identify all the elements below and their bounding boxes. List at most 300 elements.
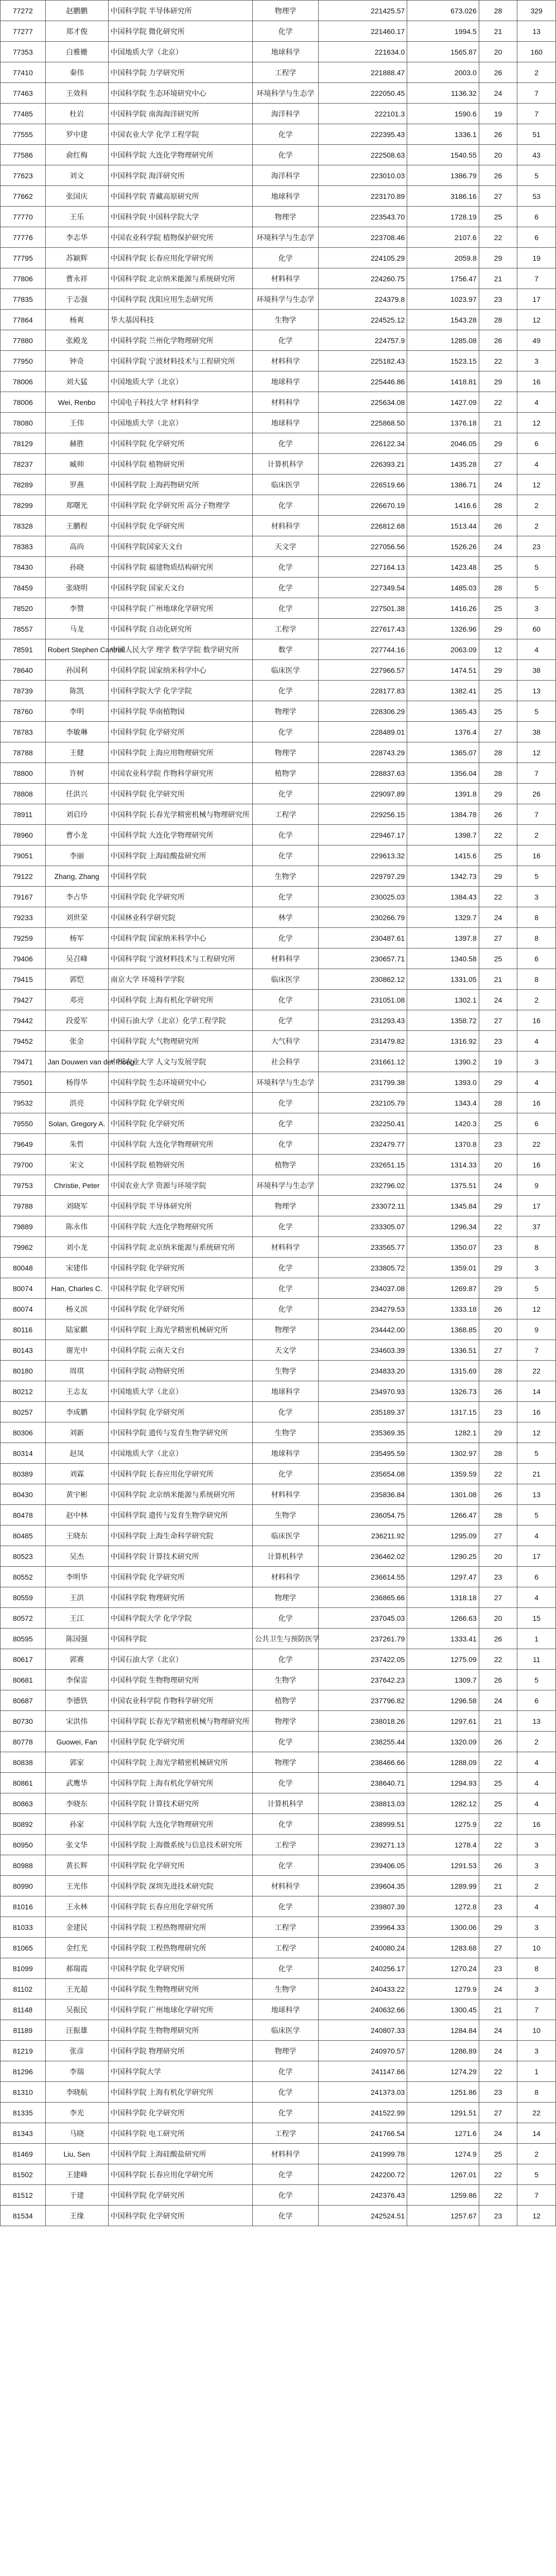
citations-cell: 1427.09 (407, 392, 479, 413)
name-cell: 吴召峰 (45, 948, 108, 969)
table-row (1, 2061, 556, 2082)
hindex-cell: 1 (517, 2061, 556, 2082)
count-cell: 27 (479, 722, 517, 742)
count-cell: 20 (479, 1608, 517, 1629)
score-cell: 230862.12 (319, 969, 407, 990)
table-row (1, 1237, 556, 1258)
score-cell: 227966.57 (319, 660, 407, 681)
count-cell: 23 (479, 1958, 517, 1979)
citations-cell: 1329.7 (407, 907, 479, 928)
count-cell: 24 (479, 2123, 517, 2144)
citations-cell: 1994.5 (407, 21, 479, 42)
count-cell: 24 (479, 474, 517, 495)
hindex-cell: 22 (517, 1134, 556, 1155)
citations-cell: 1359.59 (407, 1464, 479, 1484)
hindex-cell: 3 (517, 887, 556, 907)
rank-cell: 80863 (1, 1793, 46, 1814)
name-cell: 杜岩 (45, 104, 108, 124)
count-cell: 22 (479, 825, 517, 845)
citations-cell: 1342.73 (407, 866, 479, 887)
citations-cell: 1340.58 (407, 948, 479, 969)
institution-cell: 中国科学院 上海有机化学研究所 (108, 1773, 252, 1793)
institution-cell: 中国科学院 长春光学精密机械与物理研究所 (108, 804, 252, 825)
institution-cell: 中国科学院 化学研究所 (108, 1278, 252, 1299)
score-cell: 232651.15 (319, 1155, 407, 1175)
citations-cell: 2003.0 (407, 62, 479, 83)
field-cell: 地球科学 (252, 1381, 319, 1402)
name-cell: 李德铁 (45, 1690, 108, 1711)
count-cell: 29 (479, 1196, 517, 1216)
score-cell: 232105.79 (319, 1093, 407, 1113)
institution-cell: 中国科学院 上海硅酸盐研究所 (108, 845, 252, 866)
name-cell: 任洪兴 (45, 784, 108, 804)
table-row (1, 42, 556, 62)
table-row (1, 722, 556, 742)
institution-cell: 中国林业科学研究院 (108, 907, 252, 928)
rank-cell: 77586 (1, 145, 46, 165)
hindex-cell: 16 (517, 845, 556, 866)
score-cell: 231051.08 (319, 990, 407, 1010)
name-cell: 李志华 (45, 227, 108, 248)
field-cell: 天文学 (252, 536, 319, 557)
citations-cell: 1397.8 (407, 928, 479, 948)
name-cell: 汪振雄 (45, 2020, 108, 2041)
rank-cell: 77662 (1, 186, 46, 207)
hindex-cell: 4 (517, 1072, 556, 1093)
citations-cell: 1393.0 (407, 1072, 479, 1093)
score-cell: 222395.43 (319, 124, 407, 145)
table-row (1, 1546, 556, 1567)
citations-cell: 1418.81 (407, 371, 479, 392)
table-row (1, 1258, 556, 1278)
score-cell: 240632.66 (319, 1999, 407, 2020)
hindex-cell: 8 (517, 907, 556, 928)
field-cell: 临床医学 (252, 969, 319, 990)
name-cell: 刘大猛 (45, 371, 108, 392)
score-cell: 237261.79 (319, 1629, 407, 1649)
score-cell: 242376.43 (319, 2185, 407, 2206)
field-cell: 环境科学与生态学 (252, 289, 319, 310)
institution-cell: 中国科学院 半导体研究所 (108, 1196, 252, 1216)
hindex-cell: 6 (517, 1113, 556, 1134)
hindex-cell: 4 (517, 1793, 556, 1814)
name-cell: 金红光 (45, 1938, 108, 1958)
rank-cell: 79051 (1, 845, 46, 866)
citations-cell: 1416.6 (407, 495, 479, 516)
count-cell: 26 (479, 330, 517, 351)
rank-cell: 80389 (1, 1464, 46, 1484)
citations-cell: 2063.09 (407, 639, 479, 660)
name-cell: 刘启玲 (45, 804, 108, 825)
field-cell: 化学 (252, 248, 319, 268)
count-cell: 22 (479, 887, 517, 907)
rank-cell: 79889 (1, 1216, 46, 1237)
institution-cell: 中国科学院 化学研究所 (108, 1113, 252, 1134)
hindex-cell: 38 (517, 660, 556, 681)
name-cell: 王晓东 (45, 1526, 108, 1546)
rank-cell: 77485 (1, 104, 46, 124)
table-row (1, 392, 556, 413)
table-row (1, 1896, 556, 1917)
field-cell: 生物学 (252, 1979, 319, 1999)
rank-cell: 81512 (1, 2185, 46, 2206)
field-cell: 化学 (252, 990, 319, 1010)
name-cell: 李瑞 (45, 2061, 108, 2082)
count-cell: 22 (479, 2164, 517, 2185)
score-cell: 234442.00 (319, 1319, 407, 1340)
score-cell: 234279.53 (319, 1299, 407, 1319)
citations-cell: 1358.72 (407, 1010, 479, 1031)
rank-cell: 77770 (1, 207, 46, 227)
table-row (1, 330, 556, 351)
count-cell: 27 (479, 454, 517, 474)
hindex-cell: 4 (517, 392, 556, 413)
field-cell: 计算机科学 (252, 1793, 319, 1814)
name-cell: 李赞 (45, 598, 108, 619)
institution-cell: 中国科学院 青藏高原研究所 (108, 186, 252, 207)
score-cell: 232796.02 (319, 1175, 407, 1196)
institution-cell: 中国石油大学（北京）化学工程学院 (108, 1010, 252, 1031)
table-row (1, 2041, 556, 2061)
score-cell: 227744.16 (319, 639, 407, 660)
count-cell: 24 (479, 536, 517, 557)
name-cell: Robert Stephen Cantrell (45, 639, 108, 660)
hindex-cell: 3 (517, 598, 556, 619)
citations-cell: 1297.47 (407, 1567, 479, 1587)
table-row (1, 186, 556, 207)
name-cell: 于志强 (45, 289, 108, 310)
institution-cell: 中国科学院 上海微系统与信息技术研究所 (108, 1835, 252, 1855)
count-cell: 22 (479, 2185, 517, 2206)
table-row (1, 1649, 556, 1670)
count-cell: 21 (479, 268, 517, 289)
count-cell: 22 (479, 1752, 517, 1773)
score-cell: 242524.51 (319, 2206, 407, 2226)
score-cell: 229467.17 (319, 825, 407, 845)
name-cell: 于建 (45, 2185, 108, 2206)
field-cell: 物理学 (252, 1196, 319, 1216)
rank-cell: 78640 (1, 660, 46, 681)
rank-cell: 78800 (1, 763, 46, 784)
citations-cell: 1376.4 (407, 722, 479, 742)
table-row (1, 145, 556, 165)
hindex-cell: 6 (517, 433, 556, 454)
name-cell: 武鹰华 (45, 1773, 108, 1793)
hindex-cell: 49 (517, 330, 556, 351)
hindex-cell: 5 (517, 1670, 556, 1690)
citations-cell: 1368.85 (407, 1319, 479, 1340)
rank-cell: 77272 (1, 1, 46, 21)
table-row (1, 1134, 556, 1155)
field-cell: 化学 (252, 722, 319, 742)
table-row (1, 1484, 556, 1505)
count-cell: 28 (479, 1443, 517, 1464)
rank-cell: 80861 (1, 1773, 46, 1793)
hindex-cell: 8 (517, 1237, 556, 1258)
citations-cell: 1359.01 (407, 1258, 479, 1278)
table-row (1, 845, 556, 866)
institution-cell: 中国科学院 大连化学物理研究所 (108, 825, 252, 845)
rank-cell: 80116 (1, 1319, 46, 1340)
rank-cell: 81296 (1, 2061, 46, 2082)
citations-cell: 1415.6 (407, 845, 479, 866)
citations-cell: 1289.99 (407, 1876, 479, 1896)
institution-cell: 中国科学院 化学研究所 (108, 2185, 252, 2206)
hindex-cell: 9 (517, 1319, 556, 1340)
count-cell: 12 (479, 639, 517, 660)
score-cell: 224525.12 (319, 310, 407, 330)
hindex-cell: 26 (517, 784, 556, 804)
count-cell: 26 (479, 1855, 517, 1876)
table-row (1, 1422, 556, 1443)
citations-cell: 1320.09 (407, 1732, 479, 1752)
institution-cell: 中国科学院 云南天文台 (108, 1340, 252, 1361)
citations-cell: 1356.04 (407, 763, 479, 784)
citations-cell: 1284.84 (407, 2020, 479, 2041)
name-cell: 宋洪伟 (45, 1711, 108, 1732)
hindex-cell: 60 (517, 619, 556, 639)
score-cell: 227349.54 (319, 578, 407, 598)
table-row (1, 763, 556, 784)
field-cell: 材料科学 (252, 392, 319, 413)
count-cell: 26 (479, 1629, 517, 1649)
name-cell: 李成鹏 (45, 1402, 108, 1422)
count-cell: 28 (479, 1505, 517, 1526)
rank-cell: 79788 (1, 1196, 46, 1216)
institution-cell: 中国科学院 化学研究所 (108, 1258, 252, 1278)
score-cell: 228177.83 (319, 681, 407, 701)
hindex-cell: 5 (517, 866, 556, 887)
score-cell: 231799.38 (319, 1072, 407, 1093)
table-row (1, 907, 556, 928)
table-row (1, 1216, 556, 1237)
name-cell: 李敏琳 (45, 722, 108, 742)
institution-cell: 中国科学院 化学研究所 (108, 784, 252, 804)
institution-cell: 中国人民大学 理学 数学学院 数学研究所 (108, 639, 252, 660)
field-cell: 社会科学 (252, 1052, 319, 1072)
count-cell: 24 (479, 990, 517, 1010)
field-cell: 化学 (252, 1113, 319, 1134)
score-cell: 242200.72 (319, 2164, 407, 2185)
field-cell: 化学 (252, 1732, 319, 1752)
name-cell: 王光伟 (45, 1876, 108, 1896)
institution-cell: 中国科学院 生态环境研究中心 (108, 1072, 252, 1093)
citations-cell: 1318.18 (407, 1587, 479, 1608)
citations-cell: 2107.6 (407, 227, 479, 248)
name-cell: 杨得华 (45, 1072, 108, 1093)
institution-cell: 中国科学院 (108, 1629, 252, 1649)
field-cell: 临床医学 (252, 1526, 319, 1546)
institution-cell: 中国科学院 遗传与发育生物学研究所 (108, 1505, 252, 1526)
name-cell: 赫胜 (45, 433, 108, 454)
count-cell: 19 (479, 1052, 517, 1072)
rank-cell: 79415 (1, 969, 46, 990)
count-cell: 25 (479, 845, 517, 866)
field-cell: 物理学 (252, 1752, 319, 1773)
rank-cell: 78459 (1, 578, 46, 598)
hindex-cell: 37 (517, 1216, 556, 1237)
hindex-cell: 17 (517, 289, 556, 310)
rank-cell: 80988 (1, 1855, 46, 1876)
citations-cell: 1271.6 (407, 2123, 479, 2144)
count-cell: 22 (479, 227, 517, 248)
citations-cell: 1296.58 (407, 1690, 479, 1711)
hindex-cell: 4 (517, 1773, 556, 1793)
table-row (1, 1052, 556, 1072)
rank-cell: 80950 (1, 1835, 46, 1855)
field-cell: 化学 (252, 928, 319, 948)
citations-cell: 1523.15 (407, 351, 479, 371)
rank-cell: 81469 (1, 2144, 46, 2164)
score-cell: 223708.46 (319, 227, 407, 248)
field-cell: 物理学 (252, 1, 319, 21)
count-cell: 29 (479, 1072, 517, 1093)
table-row (1, 1196, 556, 1216)
field-cell: 化学 (252, 1134, 319, 1155)
rank-cell: 78808 (1, 784, 46, 804)
name-cell: 周琪 (45, 1361, 108, 1381)
citations-cell: 1336.1 (407, 124, 479, 145)
count-cell: 20 (479, 1319, 517, 1340)
hindex-cell: 16 (517, 1155, 556, 1175)
count-cell: 24 (479, 2020, 517, 2041)
score-cell: 225182.43 (319, 351, 407, 371)
citations-cell: 1435.28 (407, 454, 479, 474)
count-cell: 26 (479, 804, 517, 825)
count-cell: 29 (479, 433, 517, 454)
institution-cell: 中国科学院 化学研究所 (108, 722, 252, 742)
field-cell: 材料科学 (252, 1484, 319, 1505)
hindex-cell: 4 (517, 1526, 556, 1546)
count-cell: 22 (479, 1649, 517, 1670)
count-cell: 29 (479, 1422, 517, 1443)
name-cell: Christie, Peter (45, 1175, 108, 1196)
count-cell: 22 (479, 1216, 517, 1237)
field-cell: 大气科学 (252, 1031, 319, 1052)
citations-cell: 1302.1 (407, 990, 479, 1010)
field-cell: 化学 (252, 845, 319, 866)
name-cell: 王永林 (45, 1896, 108, 1917)
count-cell: 22 (479, 351, 517, 371)
hindex-cell: 17 (517, 1196, 556, 1216)
citations-cell: 1420.3 (407, 1113, 479, 1134)
name-cell: 俞红梅 (45, 145, 108, 165)
name-cell: 李晓航 (45, 2082, 108, 2103)
name-cell: 曹永祥 (45, 268, 108, 289)
count-cell: 27 (479, 1587, 517, 1608)
rank-cell: 80306 (1, 1422, 46, 1443)
count-cell: 24 (479, 83, 517, 104)
rank-cell: 78080 (1, 413, 46, 433)
field-cell: 物理学 (252, 1587, 319, 1608)
table-row (1, 681, 556, 701)
citations-cell: 1282.1 (407, 1422, 479, 1443)
name-cell: 郭赛 (45, 1649, 108, 1670)
rank-cell: 80314 (1, 1443, 46, 1464)
citations-cell: 1309.7 (407, 1670, 479, 1690)
count-cell: 29 (479, 660, 517, 681)
institution-cell: 中国科学院 化学研究所 (108, 887, 252, 907)
count-cell: 27 (479, 186, 517, 207)
field-cell: 生物学 (252, 1670, 319, 1690)
citations-cell: 1285.08 (407, 330, 479, 351)
table-row (1, 207, 556, 227)
count-cell: 27 (479, 1340, 517, 1361)
score-cell: 229613.32 (319, 845, 407, 866)
hindex-cell: 11 (517, 1649, 556, 1670)
institution-cell: 中国科学院 上海应用物理研究所 (108, 742, 252, 763)
rank-cell: 79442 (1, 1010, 46, 1031)
institution-cell: 中国科学院大学 化学学院 (108, 681, 252, 701)
score-cell: 234970.93 (319, 1381, 407, 1402)
name-cell: 谢光中 (45, 1340, 108, 1361)
field-cell: 物理学 (252, 2041, 319, 2061)
name-cell: Wei, Renbo (45, 392, 108, 413)
citations-cell: 1315.69 (407, 1361, 479, 1381)
name-cell: 王江 (45, 1608, 108, 1629)
field-cell: 材料科学 (252, 1876, 319, 1896)
hindex-cell: 5 (517, 557, 556, 578)
field-cell: 化学 (252, 1278, 319, 1299)
hindex-cell: 3 (517, 1258, 556, 1278)
table-row (1, 1567, 556, 1587)
name-cell: 刘霖 (45, 1464, 108, 1484)
rank-cell: 78739 (1, 681, 46, 701)
rank-cell: 77795 (1, 248, 46, 268)
score-cell: 224105.29 (319, 248, 407, 268)
hindex-cell: 2 (517, 990, 556, 1010)
institution-cell: 中国科学院 化学研究所 高分子物理学 (108, 495, 252, 516)
count-cell: 19 (479, 104, 517, 124)
citations-cell: 2046.05 (407, 433, 479, 454)
field-cell: 化学 (252, 495, 319, 516)
score-cell: 225868.50 (319, 413, 407, 433)
name-cell: 张金 (45, 1031, 108, 1052)
name-cell: 许树 (45, 763, 108, 784)
citations-cell: 1251.86 (407, 2082, 479, 2103)
score-cell: 232479.77 (319, 1134, 407, 1155)
score-cell: 241147.66 (319, 2061, 407, 2082)
institution-cell: 中国科学院 广州地球化学研究所 (108, 598, 252, 619)
field-cell: 工程学 (252, 62, 319, 83)
name-cell: Jan Douwen van der Ploeg (45, 1052, 108, 1072)
table-row (1, 2123, 556, 2144)
score-cell: 227056.56 (319, 536, 407, 557)
institution-cell: 中国科学院 沈阳应用生态研究所 (108, 289, 252, 310)
table-row (1, 1072, 556, 1093)
institution-cell: 南京大学 环境科学学院 (108, 969, 252, 990)
score-cell: 235189.37 (319, 1402, 407, 1422)
institution-cell: 中国科学院 计算技术研究所 (108, 1793, 252, 1814)
hindex-cell: 12 (517, 1299, 556, 1319)
rank-cell: 81343 (1, 2123, 46, 2144)
citations-cell: 1269.87 (407, 1278, 479, 1299)
table-row (1, 2103, 556, 2123)
count-cell: 23 (479, 1402, 517, 1422)
field-cell: 化学 (252, 2061, 319, 2082)
citations-cell: 1728.19 (407, 207, 479, 227)
score-cell: 234037.08 (319, 1278, 407, 1299)
score-cell: 238255.44 (319, 1732, 407, 1752)
field-cell: 环境科学与生态学 (252, 227, 319, 248)
institution-cell: 中国科学院 化学研究所 (108, 1402, 252, 1422)
rank-cell: 77864 (1, 310, 46, 330)
count-cell: 22 (479, 2061, 517, 2082)
rank-cell: 80074 (1, 1278, 46, 1299)
institution-cell: 中国科学院 力学研究所 (108, 62, 252, 83)
score-cell: 235495.59 (319, 1443, 407, 1464)
count-cell: 23 (479, 1134, 517, 1155)
